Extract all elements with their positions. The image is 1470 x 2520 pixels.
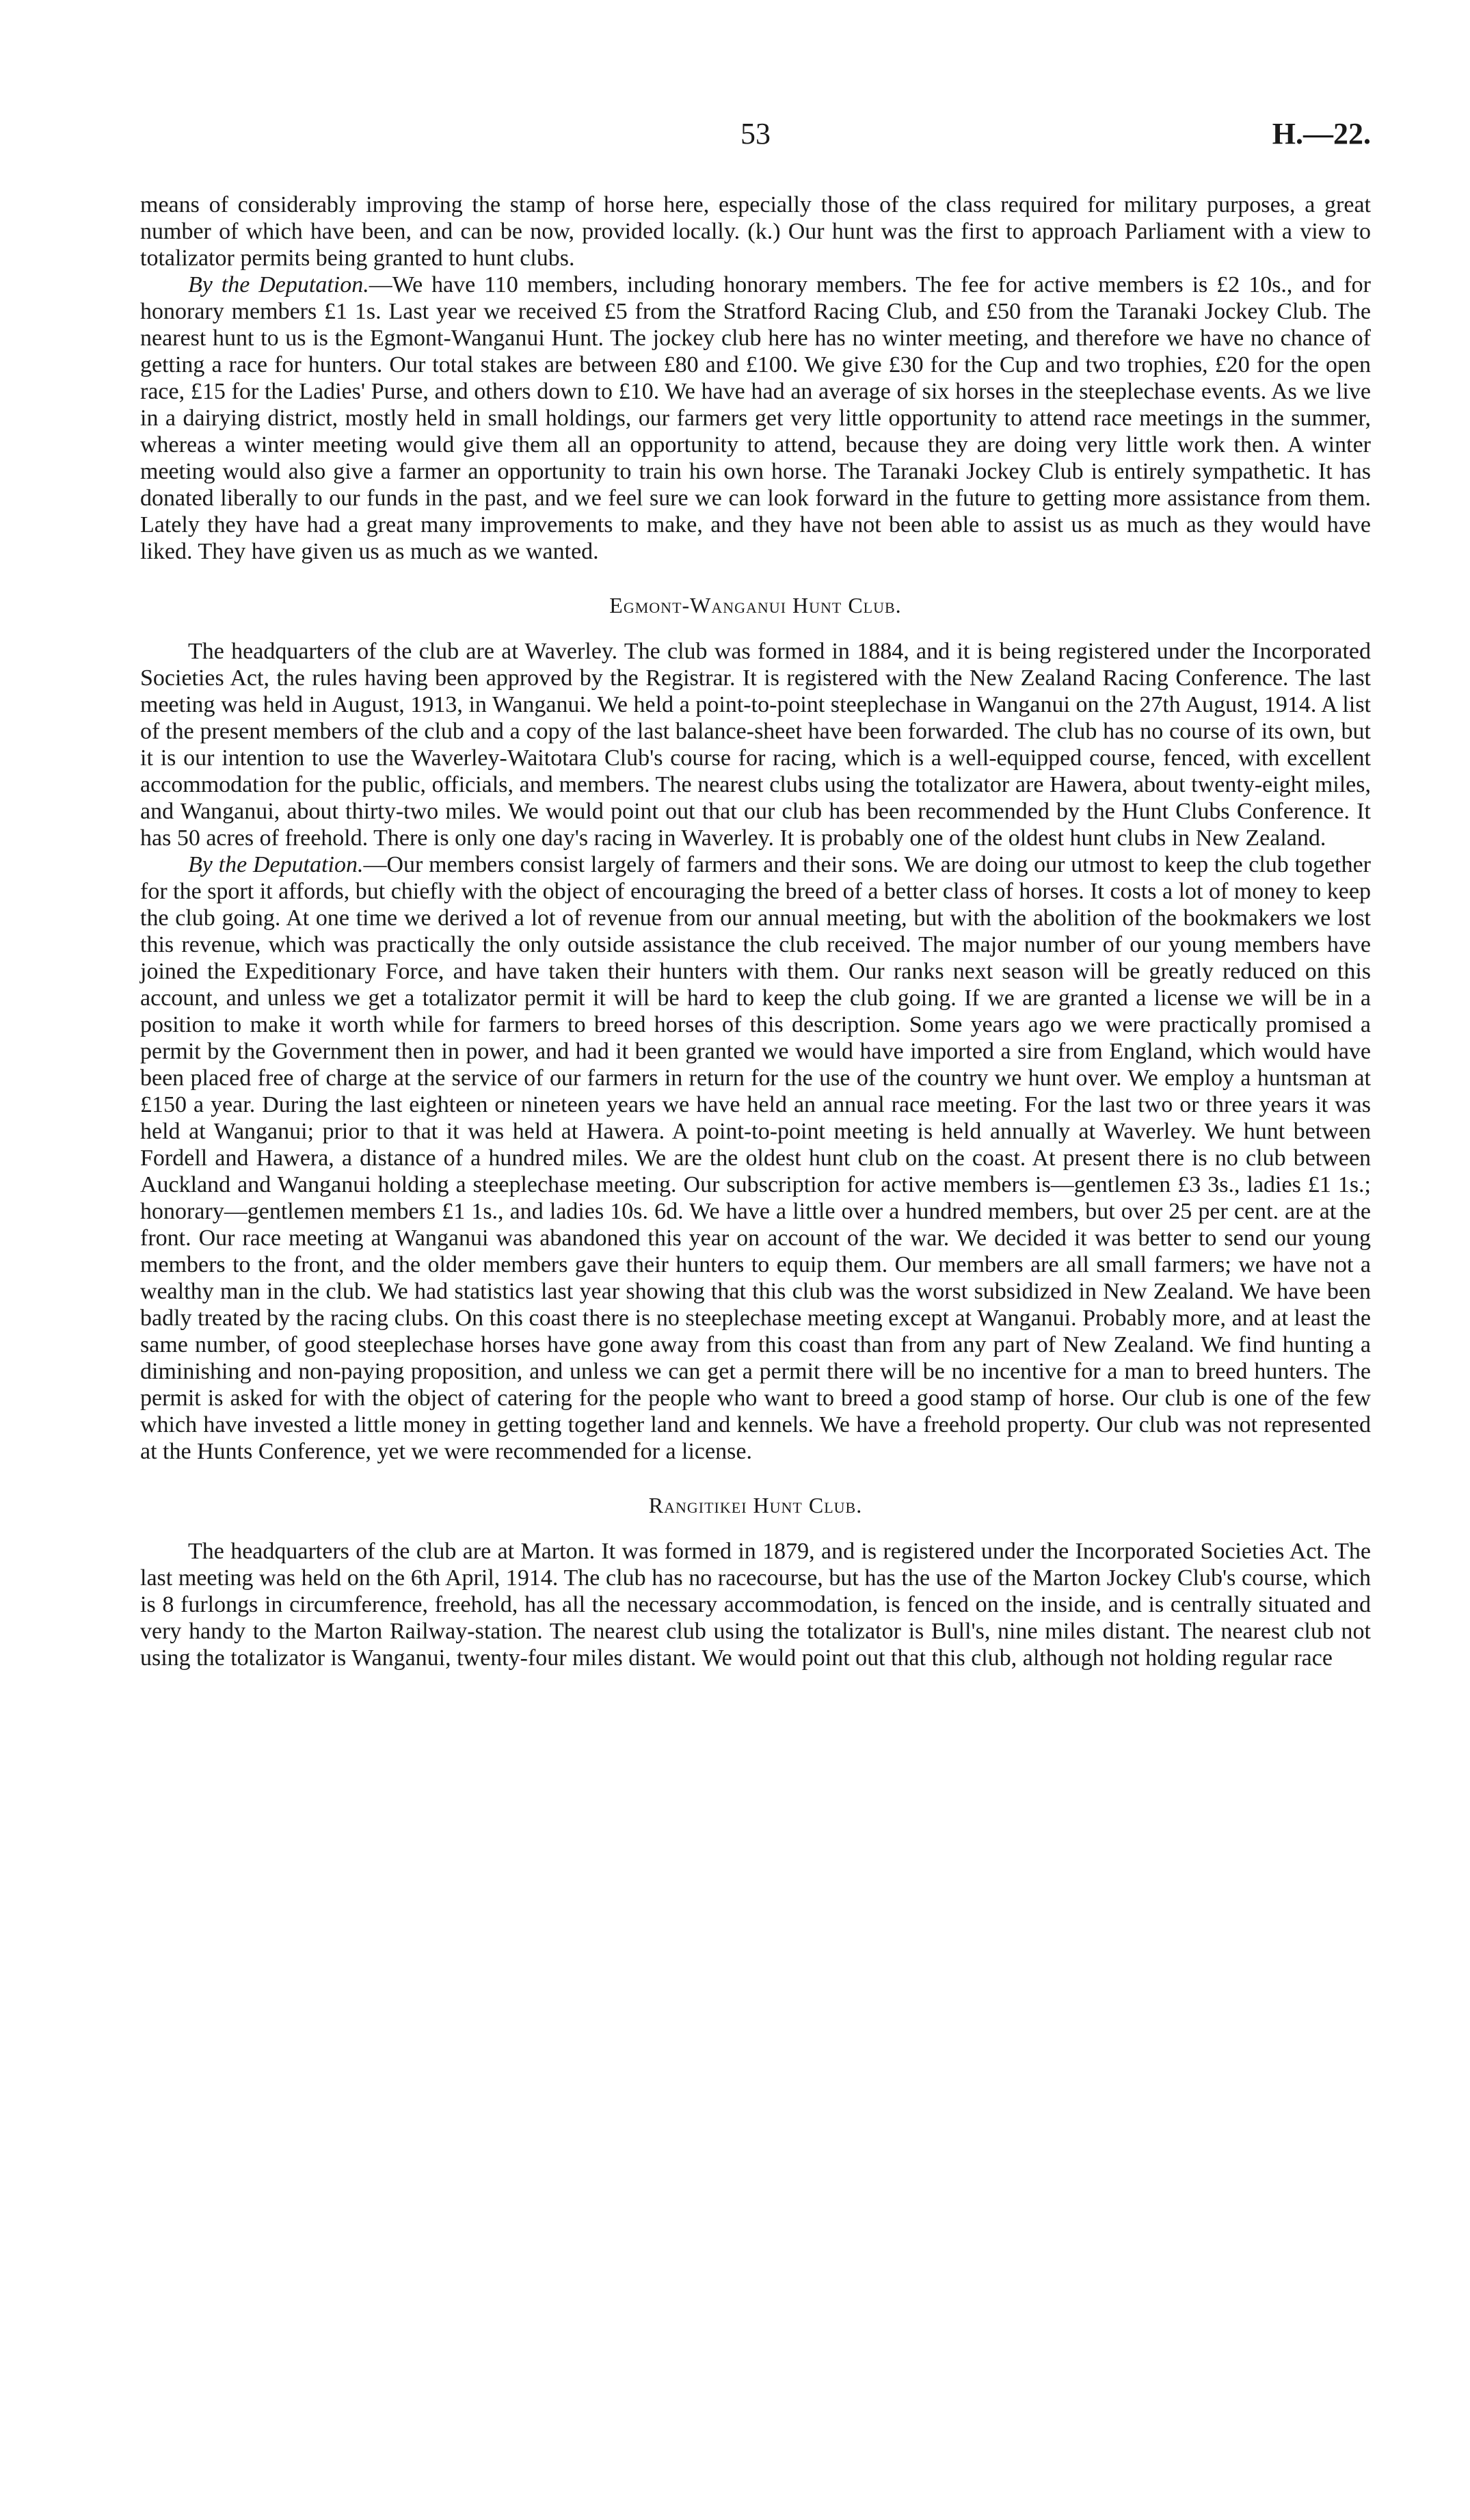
deputation-paragraph-2: [140, 851, 1371, 1465]
page-number: 53: [740, 117, 771, 150]
rangitikei-paragraph: The headquarters of the club are at Marton. It was formed in 1879, and is registered under the Incorporated Societies Act. The last meeting was held on the 6th April, 1914. The club has no racecourse, but has the use of the Marton Jockey Club's course, which is 8 furlongs in circumference, freehold, has all the necessary accommodation, is fenced on the inside, and is centrally situated and very handy to the Marton Railway-station. The nearest club using the totalizator is Bull's, nine miles distant. The nearest club not using the totalizator is Wanganui, twenty-four miles distant. We would point out that this club, although not holding regular race: [140, 1539, 1371, 1671]
document-reference: H.—22.: [1272, 117, 1371, 150]
paragraph-continuation: means of considerably improving the stamp of horse here, especially those of the class required for military purposes, a great number of which have been, and can be now, provided locally. (k.) Our hunt was the first to approach Parliament with a view to totalizator permits being granted to hunt clubs.: [140, 192, 1371, 271]
deputation-text: —We have 110 members, including honorary members. The fee for active members is £2 10s., and for honorary members £1 1s. Last year we received £5 from the Stratford Racing Club, and £50 from the Taranaki Jockey Club. The nearest hunt to us is the Egmont-Wanganui Hunt. The jockey club here has no winter meeting, and therefore we have no chance of getting a race for hunters. Our total stakes are between £80 and £100. We give £30 for the Cup and two trophies, £20 for the open race, £15 for the Ladies' Purse, and others down to £10. We have had an average of six horses in the steeplechase events. As we live in a dairying district, mostly held in small holdings, our farmers get very little opportunity to attend race meetings in the summer, whereas a winter meeting would give them all an opportunity to attend, because they are doing very little work then. A winter meeting would also give a farmer an opportunity to train his own horse. The Taranaki Jockey Club is entirely sympathetic. It has donated liberally to our funds in the past, and we feel sure we can look forward in the future to getting more assistance from them. Lately they have had a great many improvements to make, and they have not been able to assist us as much as they would have liked. They have given us as much as we wanted.: [140, 272, 1371, 564]
deputation-lead: By the Deputation.: [188, 852, 364, 877]
egmont-paragraph: The headquarters of the club are at Waverley. The club was formed in 1884, and it is being registered under the Incorporated Societies Act, the rules having been approved by the Registrar. It is registered with the New Zealand Racing Conference. The last meeting was held in August, 1913, in Wanganui. We held a point-to-point steeplechase in Wanganui on the 27th August, 1914. A list of the present members of the club and a copy of the last balance-sheet have been forwarded. The club has no course of its own, but it is our intention to use the Waverley-Waitotara Club's course for racing, which is a well-equipped course, fenced, with excellent accommodation for the public, officials, and members. The nearest clubs using the totalizator are Hawera, about twenty-eight miles, and Wanganui, about thirty-two miles. We would point out that our club has been recommended by the Hunt Clubs Conference. It has 50 acres of freehold. There is only one day's racing in Waverley. It is probably one of the oldest hunt clubs in New Zealand.: [140, 639, 1371, 851]
body-text: [140, 191, 1371, 1671]
section-heading-egmont: Egmont-Wanganui Hunt Club.: [609, 593, 902, 618]
deputation-paragraph-1: [140, 271, 1371, 565]
section-heading-rangitikei: Rangitikei Hunt Club.: [648, 1493, 863, 1517]
page-header: [140, 116, 1371, 157]
deputation-text: —Our members consist largely of farmers and their sons. We are doing our utmost to keep the club together for the sport it affords, but chiefly with the object of encouraging the breed of a better class of horses. It costs a lot of money to keep the club going. At one time we derived a lot of revenue from our annual meeting, but with the abolition of the bookmakers we lost this revenue, which was practically the only outside assistance the club received. The major number of our young members have joined the Expeditionary Force, and have taken their hunters with them. Our ranks next season will be greatly reduced on this account, and unless we get a totalizator permit it will be hard to keep the club going. If we are granted a license we will be in a position to make it worth while for farmers to breed horses of this description. Some years ago we were practically promised a permit by the Government then in power, and had it been granted we would have imported a sire from England, which would have been placed free of charge at the service of our farmers in return for the use of the country we hunt over. We employ a huntsman at £150 a year. During the last eighteen or nineteen years we have held an annual race meeting. For the last two or three years it was held at Wanganui; prior to that it was held at Hawera. A point-to-point meeting is held annually at Waverley. We hunt between Fordell and Hawera, a distance of a hundred miles. We are the oldest hunt club on the coast. At present there is no club between Auckland and Wanganui holding a steeplechase meeting. Our subscription for active members is—gentlemen £3 3s., ladies £1 1s.; honorary—gentlemen members £1 1s., and ladies 10s. 6d. We have a little over a hundred members, but over 25 per cent. are at the front. Our race meeting at Wanganui was abandoned this year on account of the war. We decided it was better to send our young members to the front, and the older members gave their hunters to equip them. Our members are all small farmers; we have not a wealthy man in the club. We had statistics last year showing that this club was the worst subsidized in New Zealand. We have been badly treated by the racing clubs. On this coast there is no steeplechase meeting except at Wanganui. Probably more, and at least the same number, of good steeplechase horses have gone away from this coast than from any part of New Zealand. We find hunting a diminishing and non-paying proposition, and unless we can get a permit there will be no incentive for a man to breed hunters. The permit is asked for with the object of catering for the people who want to breed a good stamp of horse. Our club is one of the few which have invested a little money in getting together land and kennels. We have a freehold property. Our club was not represented at the Hunts Conference, yet we were recommended for a license.: [140, 852, 1371, 1464]
deputation-lead: By the Deputation.: [188, 272, 369, 297]
